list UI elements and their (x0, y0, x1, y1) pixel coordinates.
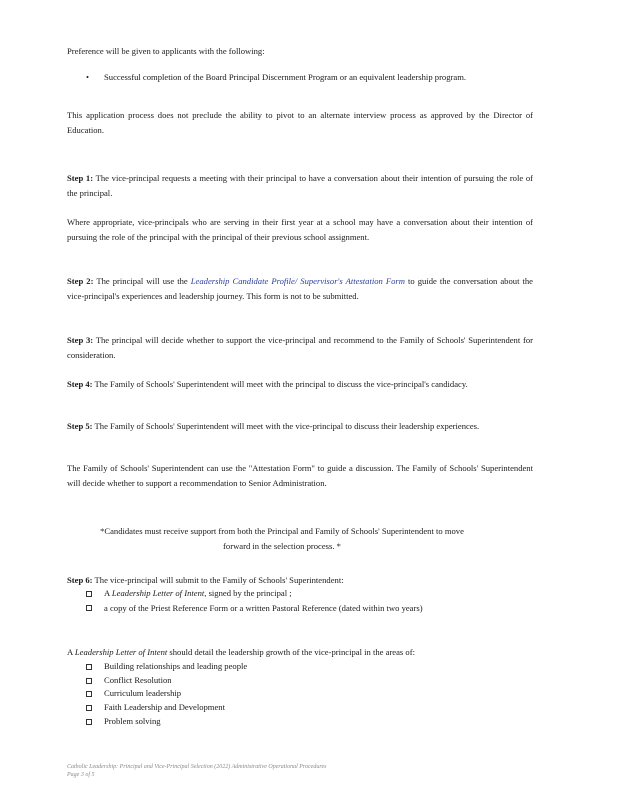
qualification-item (86, 71, 536, 84)
list-item (86, 687, 526, 701)
list-item (86, 674, 526, 688)
step-3-text: The principal will decide whether to support the vice-principal and recommend to the Family of Schools' Superintendent for consideration. (67, 335, 534, 360)
page-footer (67, 763, 487, 779)
checkbox-bullet-icon (86, 678, 92, 684)
list-item (86, 587, 526, 601)
step-5 (67, 419, 533, 434)
step-4-text: The Family of Schools' Superintendent will meet with the principal to discuss the vice-principal's candidacy. (94, 379, 468, 389)
area-text: Building relationships and leading people (104, 661, 248, 671)
step-2-text-before: The principal will use the (96, 276, 191, 286)
step-3-label: Step 3: (67, 335, 94, 345)
step-2-text-after: to guide the conversation about the vice-principal's experiences and leadership journey. This form is not to be submitted. (67, 276, 533, 301)
step-1 (67, 171, 533, 200)
step-2 (67, 274, 533, 303)
area-text: Curriculum leadership (104, 688, 182, 699)
loi-rest: should detail the leadership growth of the vice-principal in the areas of: (167, 647, 415, 657)
loi-italic: Leadership Letter of Intent (74, 647, 168, 657)
list-item (86, 601, 526, 628)
list-item (86, 715, 526, 729)
leadership-areas-list (86, 660, 526, 728)
checkbox-bullet-icon (86, 719, 92, 725)
checkbox-bullet-icon (86, 591, 92, 597)
checkbox-bullet-icon (86, 664, 92, 670)
item-italic: Leadership Letter of Intent (111, 588, 205, 598)
step-1-text: The vice-principal requests a meeting with their principal to have a conversation about their intention of pursuing the role of the principal. (67, 173, 534, 198)
letter-of-intent-intro (67, 645, 533, 660)
qualification-text: Successful completion of the Board Principal Discernment Program or an equivalent leadership program. (104, 72, 467, 82)
loi-lead: A (67, 647, 75, 657)
candidates-note: *Candidates must receive support from both the Principal and Family of Schools' Superintendent to move forward in the selection process. * (100, 526, 464, 551)
process-note: This application process does not preclude the ability to pivot to an alternate interview process as approved by the Director of Education. (67, 110, 533, 135)
intro-text: Preference will be given to applicants with the following: (67, 46, 265, 56)
list-item (86, 660, 526, 674)
area-text: Conflict Resolution (104, 674, 172, 685)
checkbox-bullet-icon (86, 705, 92, 711)
step-4 (67, 377, 533, 392)
footer-title: Catholic Leadership: Principal and Vice-Principal Selection (2022) Administrative Operational Procedures (67, 764, 327, 770)
step-5-text: The Family of Schools' Superintendent will meet with the vice-principal to discuss their leadership experiences. (94, 421, 480, 431)
list-item (86, 701, 526, 715)
step-1-label: Step 1: (67, 173, 94, 183)
step-6 (67, 573, 533, 588)
step-6-items (86, 587, 526, 628)
step-2-label: Step 2: (67, 276, 94, 286)
step-6-text: The vice-principal will submit to the Family of Schools' Superintendent: (94, 575, 344, 585)
attestation-note: The Family of Schools' Superintendent can use the "Attestation Form" to guide a discussion. The Family of Schools' Superintendent will decide whether to support a recommendation to Senior Administration. (67, 463, 533, 488)
area-text: Problem solving (104, 715, 161, 726)
step-4-label: Step 4: (67, 379, 93, 389)
area-text: Faith Leadership and Development (104, 702, 225, 713)
first-year-note: Where appropriate, vice-principals who are serving in their first year at a school may have a conversation about their intention of pursuing the role of the principal with the principal of their previous school assignment. (67, 217, 533, 242)
page-number: Page 3 of 5 (67, 772, 95, 778)
checkbox-bullet-icon (86, 691, 92, 697)
item-lead: a copy of the Priest Reference Form or a written Pastoral Reference (dated within two years) (104, 602, 423, 613)
attestation-form-link[interactable]: Leadership Candidate Profile/ Supervisor's Attestation Form (190, 276, 405, 286)
checkbox-bullet-icon (86, 605, 92, 611)
step-3 (67, 333, 533, 362)
item-lead: A (104, 588, 112, 598)
step-5-label: Step 5: (67, 421, 93, 431)
item-rest: , signed by the principal ; (204, 588, 292, 598)
step-6-label: Step 6: (67, 575, 93, 585)
bullet-icon: • (86, 72, 90, 82)
